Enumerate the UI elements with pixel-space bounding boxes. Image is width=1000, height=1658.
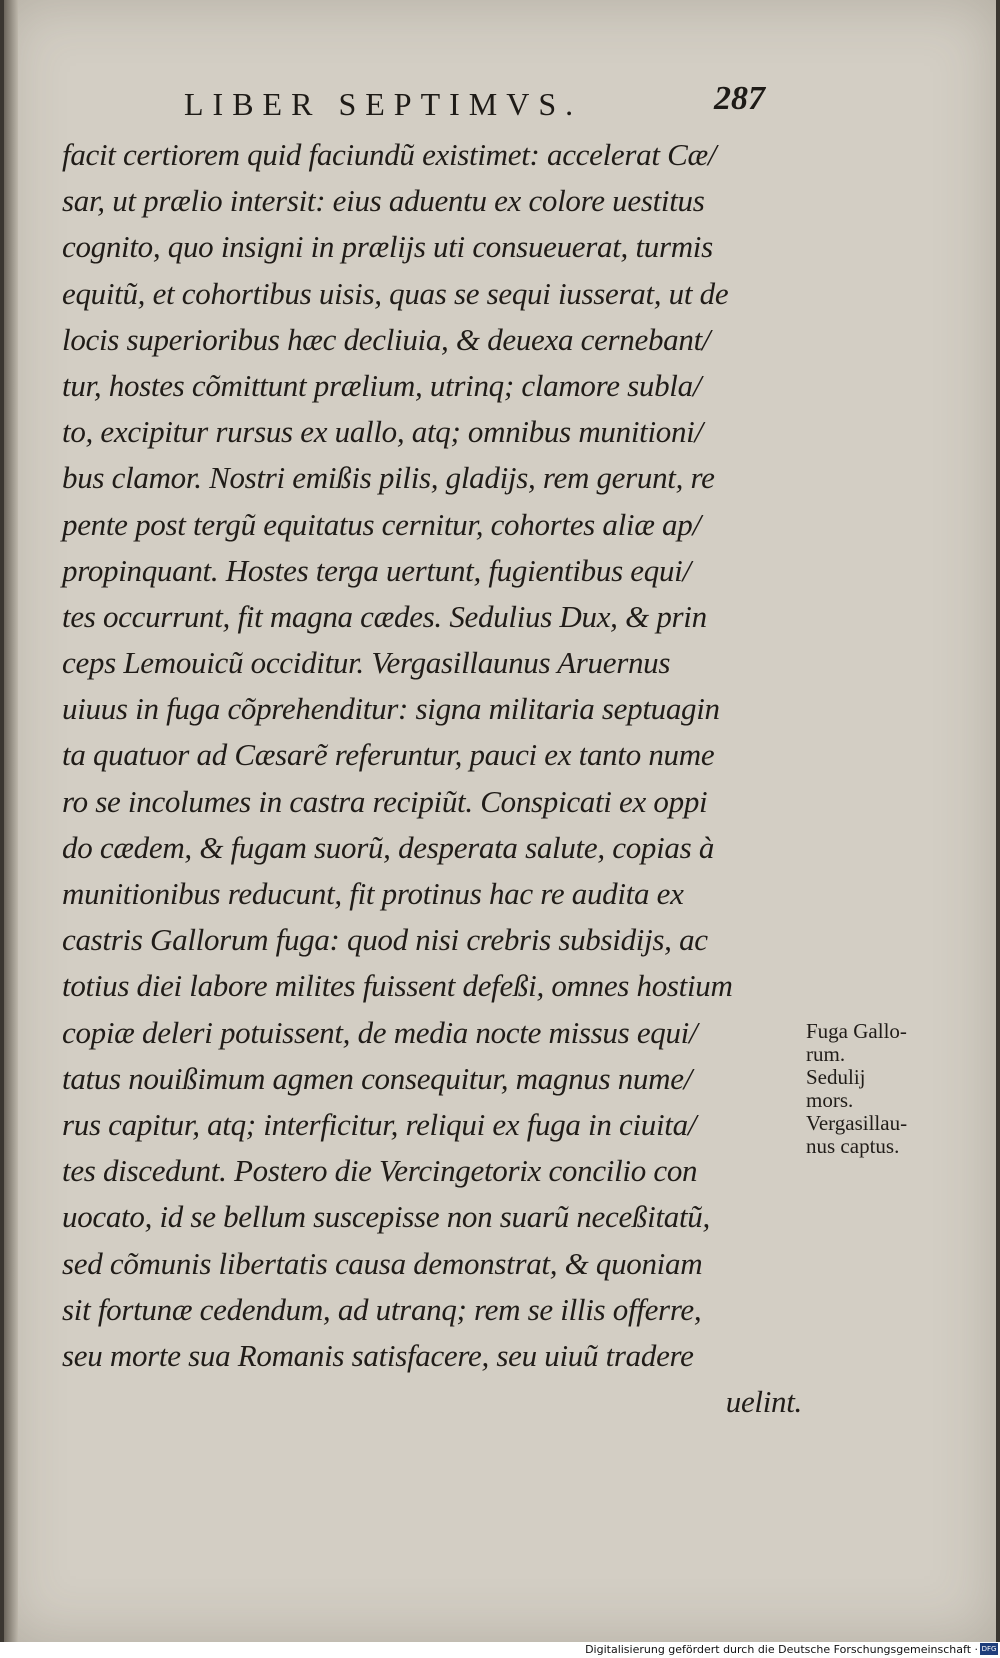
page-edge-shadow xyxy=(4,0,18,1642)
funding-credit: Digitalisierung gefördert durch die Deutsche Forschungsgemeinschaft · xyxy=(585,1643,978,1656)
text-line: sed cõmunis libertatis causa demonstrat, & quoniam xyxy=(62,1245,703,1281)
text-line: copiæ deleri potuissent, de media nocte missus equi/ xyxy=(62,1014,698,1050)
text-line: propinquant. Hostes terga uertunt, fugientibus equi/ xyxy=(62,552,691,588)
digitization-footer xyxy=(0,1642,1000,1658)
text-line: sit fortunæ cedendum, ad utranq; rem se illis offerre, xyxy=(62,1291,702,1327)
text-line: tes occurrunt, fit magna cædes. Sedulius Dux, & prin xyxy=(62,598,707,634)
text-line: ta quatuor ad Cæsarẽ referuntur, pauci ex tanto nume xyxy=(62,737,715,773)
marginal-note-line: rum. xyxy=(806,1042,846,1066)
text-line: facit certiorem quid faciundũ existimet: accelerat Cæ/ xyxy=(62,137,717,172)
dfg-logo-icon: DFG xyxy=(981,1645,997,1653)
page-number: 287 xyxy=(714,80,765,117)
text-line: sar, ut prælio intersit: eius aduentu ex colore uestitus xyxy=(62,183,705,219)
marginal-note-line: Vergasillau- xyxy=(806,1111,908,1135)
text-line: cognito, quo insigni in prælijs uti consueuerat, turmis xyxy=(62,229,713,265)
running-head: LIBER SEPTIMVS. xyxy=(184,86,583,122)
text-line: castris Gallorum fuga: quod nisi crebris subsidijs, ac xyxy=(62,922,708,958)
text-line: bus clamor. Nostri emißis pilis, gladijs, rem gerunt, re xyxy=(62,460,715,496)
text-line: munitionibus reducunt, fit protinus hac re audita ex xyxy=(62,876,684,911)
text-line: to, excipitur rursus ex uallo, atq; omnibus munitioni/ xyxy=(62,414,703,450)
marginal-notes xyxy=(806,1020,956,1158)
text-line: do cædem, & fugam suorũ, desperata salute, copias à xyxy=(62,829,715,865)
marginal-note-line: mors. xyxy=(806,1088,854,1112)
text-line: uocato, id se bellum suscepisse non suarũ neceßitatũ, xyxy=(62,1199,710,1235)
text-line: totius diei labore milites fuissent defeßi, omnes hostium xyxy=(62,968,733,1004)
text-line: ro se incolumes in castra recipiũt. Conspicati ex oppi xyxy=(62,783,708,819)
text-line: uelint. xyxy=(725,1384,802,1420)
text-line: ceps Lemouicũ occiditur. Vergasillaunus Aruernus xyxy=(62,645,671,681)
text-line: seu morte sua Romanis satisfacere, seu uiuũ tradere xyxy=(62,1337,694,1373)
marginal-note-line: nus captus. xyxy=(806,1134,900,1158)
marginal-note-line: Sedulij xyxy=(806,1065,866,1089)
book-page xyxy=(4,0,996,1642)
text-line: tes discedunt. Postero die Vercingetorix concilio con xyxy=(62,1153,698,1189)
text-line: locis superioribus hæc decliuia, & deuexa cernebant/ xyxy=(62,321,711,357)
text-line: rus capitur, atq; interficitur, reliqui ex fuga in ciuita/ xyxy=(62,1106,697,1142)
text-line: equitũ, et cohortibus uisis, quas se sequi iusserat, ut de xyxy=(62,275,729,311)
text-line: tur, hostes cõmittunt prælium, utrinq; clamore subla/ xyxy=(62,367,702,403)
text-line: uiuus in fuga cõprehenditur: signa militaria septuagin xyxy=(62,691,720,727)
main-text-block xyxy=(62,132,802,1425)
text-line: pente post tergũ equitatus cernitur, cohortes aliæ ap/ xyxy=(62,506,701,542)
marginal-note-line: Fuga Gallo- xyxy=(806,1019,907,1043)
text-line: tatus nouißimum agmen consequitur, magnus nume/ xyxy=(62,1060,692,1096)
